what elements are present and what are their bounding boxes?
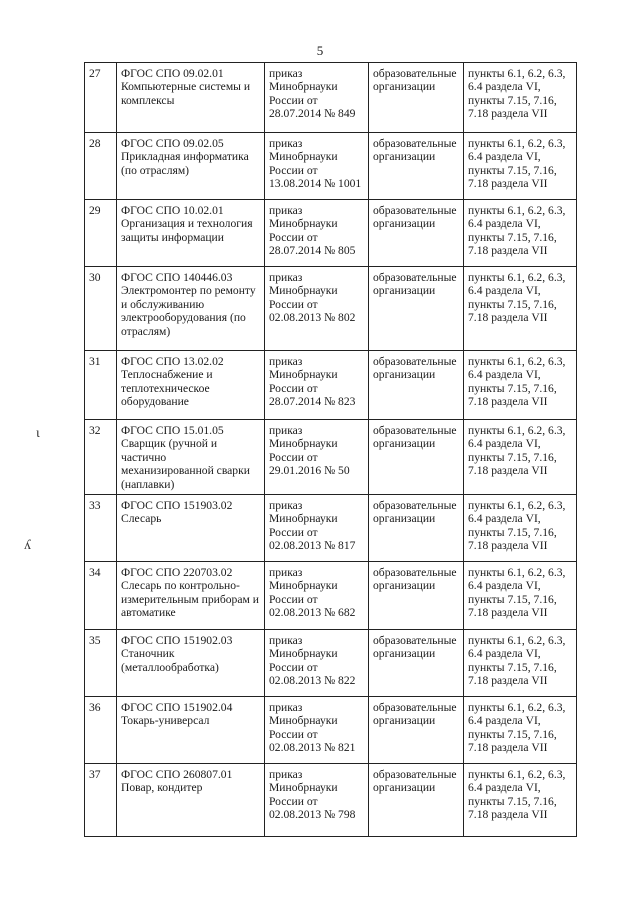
margin-mark: ɩ [36, 426, 40, 441]
organization-cell: образовательные организации [369, 764, 464, 837]
table-row [85, 764, 577, 837]
order-cell: приказ Минобрнауки России от 02.08.2013 № 817 [265, 495, 369, 562]
standard-cell: ФГОС СПО 10.02.01 Организация и технология защиты информации [117, 200, 265, 267]
organization-cell: образовательные организации [369, 630, 464, 697]
standard-cell: ФГОС СПО 220703.02 Слесарь по контрольно-измерительным приборам и автоматике [117, 562, 265, 630]
organization-cell: образовательные организации [369, 63, 464, 133]
row-number: 30 [85, 267, 117, 351]
table-row [85, 63, 577, 133]
items-cell: пункты 6.1, 6.2, 6.3, 6.4 раздела VI, пункты 7.15, 7.16, 7.18 раздела VII [464, 133, 577, 200]
standard-cell: ФГОС СПО 140446.03 Электромонтер по ремонту и обслуживанию электрооборудования (по отраслям) [117, 267, 265, 351]
organization-cell: образовательные организации [369, 562, 464, 630]
order-cell: приказ Минобрнауки России от 28.07.2014 № 823 [265, 351, 369, 420]
row-number: 27 [85, 63, 117, 133]
row-number: 35 [85, 630, 117, 697]
row-number: 33 [85, 495, 117, 562]
table-row [85, 420, 577, 495]
table-row [85, 267, 577, 351]
items-cell: пункты 6.1, 6.2, 6.3, 6.4 раздела VI, пункты 7.15, 7.16, 7.18 раздела VII [464, 562, 577, 630]
organization-cell: образовательные организации [369, 351, 464, 420]
page-number: 5 [316, 43, 324, 58]
table-row [85, 495, 577, 562]
items-cell: пункты 6.1, 6.2, 6.3, 6.4 раздела VI, пункты 7.15, 7.16, 7.18 раздела VII [464, 267, 577, 351]
table-row [85, 133, 577, 200]
table-row [85, 351, 577, 420]
organization-cell: образовательные организации [369, 697, 464, 764]
items-cell: пункты 6.1, 6.2, 6.3, 6.4 раздела VI, пункты 7.15, 7.16, 7.18 раздела VII [464, 764, 577, 837]
organization-cell: образовательные организации [369, 200, 464, 267]
standard-cell: ФГОС СПО 09.02.01 Компьютерные системы и комплексы [117, 63, 265, 133]
row-number: 31 [85, 351, 117, 420]
row-number: 28 [85, 133, 117, 200]
items-cell: пункты 6.1, 6.2, 6.3, 6.4 раздела VI, пункты 7.15, 7.16, 7.18 раздела VII [464, 420, 577, 495]
table-row [85, 562, 577, 630]
standard-cell: ФГОС СПО 13.02.02 Теплоснабжение и теплотехническое оборудование [117, 351, 265, 420]
standard-cell: ФГОС СПО 151902.03 Станочник (металлообработка) [117, 630, 265, 697]
row-number: 37 [85, 764, 117, 837]
order-cell: приказ Минобрнауки России от 02.08.2013 № 798 [265, 764, 369, 837]
order-cell: приказ Минобрнауки России от 29.01.2016 № 50 [265, 420, 369, 495]
order-cell: приказ Минобрнауки России от 02.08.2013 № 822 [265, 630, 369, 697]
margin-mark: ʎ [24, 538, 31, 553]
items-cell: пункты 6.1, 6.2, 6.3, 6.4 раздела VI, пункты 7.15, 7.16, 7.18 раздела VII [464, 630, 577, 697]
items-cell: пункты 6.1, 6.2, 6.3, 6.4 раздела VI, пункты 7.15, 7.16, 7.18 раздела VII [464, 351, 577, 420]
table-row [85, 200, 577, 267]
row-number: 29 [85, 200, 117, 267]
row-number: 36 [85, 697, 117, 764]
order-cell: приказ Минобрнауки России от 28.07.2014 № 805 [265, 200, 369, 267]
organization-cell: образовательные организации [369, 133, 464, 200]
items-cell: пункты 6.1, 6.2, 6.3, 6.4 раздела VI, пункты 7.15, 7.16, 7.18 раздела VII [464, 200, 577, 267]
standard-cell: ФГОС СПО 151903.02 Слесарь [117, 495, 265, 562]
order-cell: приказ Минобрнауки России от 28.07.2014 № 849 [265, 63, 369, 133]
order-cell: приказ Минобрнауки России от 13.08.2014 № 1001 [265, 133, 369, 200]
organization-cell: образовательные организации [369, 495, 464, 562]
organization-cell: образовательные организации [369, 267, 464, 351]
standards-table [84, 62, 577, 837]
table-row [85, 630, 577, 697]
standard-cell: ФГОС СПО 260807.01 Повар, кондитер [117, 764, 265, 837]
order-cell: приказ Минобрнауки России от 02.08.2013 № 821 [265, 697, 369, 764]
order-cell: приказ Минобрнауки России от 02.08.2013 № 802 [265, 267, 369, 351]
organization-cell: образовательные организации [369, 420, 464, 495]
standard-cell: ФГОС СПО 15.01.05 Сварщик (ручной и частично механизированной сварки (наплавки) [117, 420, 265, 495]
items-cell: пункты 6.1, 6.2, 6.3, 6.4 раздела VI, пункты 7.15, 7.16, 7.18 раздела VII [464, 697, 577, 764]
table-row [85, 697, 577, 764]
row-number: 32 [85, 420, 117, 495]
standard-cell: ФГОС СПО 151902.04 Токарь-универсал [117, 697, 265, 764]
row-number: 34 [85, 562, 117, 630]
standard-cell: ФГОС СПО 09.02.05 Прикладная информатика (по отраслям) [117, 133, 265, 200]
items-cell: пункты 6.1, 6.2, 6.3, 6.4 раздела VI, пункты 7.15, 7.16, 7.18 раздела VII [464, 63, 577, 133]
order-cell: приказ Минобрнауки России от 02.08.2013 № 682 [265, 562, 369, 630]
items-cell: пункты 6.1, 6.2, 6.3, 6.4 раздела VI, пункты 7.15, 7.16, 7.18 раздела VII [464, 495, 577, 562]
